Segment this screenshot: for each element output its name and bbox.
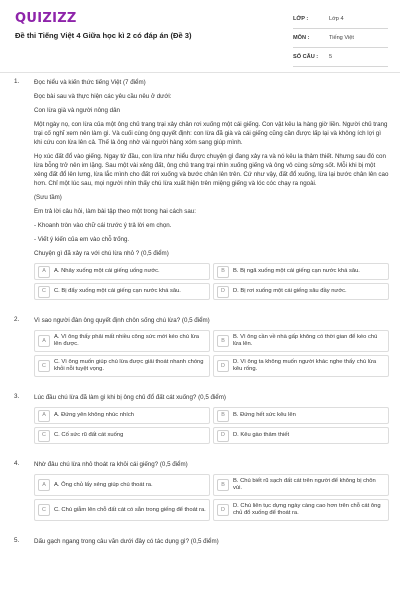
question-text: Nhờ đâu chú lừa nhỏ thoát ra khỏi cái giếng? (0,5 điểm) [34,461,188,468]
meta-key: SỐ CÂU : [293,54,319,60]
meta-key: LỚP : [293,16,309,22]
option-text: B. Bị ngã xuống một cái giếng cạn nước khá sâu. [233,268,360,274]
option-text: C. Chú giẫm lên chỗ đất cát có sẵn trong giếng để thoát ra. [54,506,206,513]
question-text: Lúc đầu chú lừa đã làm gì khi bị ông chủ đổ đất cát xuống? (0,5 điểm) [34,394,226,401]
document-title: Đề thi Tiếng Việt 4 Giữa học kì 2 có đáp án (Đề 3) [15,31,192,40]
header-divider [0,72,400,73]
meta-table [293,10,388,67]
option-text: B. Chú biết rũ sạch đất cát trên người để không bị chôn vùi. [233,478,376,491]
question-4 [0,460,400,521]
option-text: B. Vì ông cần về nhà gấp không có thời gian để kéo chú lừa lên. [233,334,378,347]
option-text: D. Chú liên tục dựng ngày càng cao hơn trên chỗ cát ông chủ đổ xuống để thoát ra. [233,503,381,516]
section-heading: Đọc hiểu và kiến thức tiếng Việt (7 điểm) [34,79,146,86]
option-letter: A [38,410,50,422]
option-text: D. Vì ông ta không muốn người khác nghe thấy chú lừa kêu rống. [233,359,377,372]
question-body [34,460,389,521]
option-letter: C [38,504,50,516]
option-c[interactable] [34,499,210,521]
question-3 [0,393,400,444]
question-number: 3. [14,393,20,400]
task-item: - Viết ý kiến của em vào chỗ trống. [34,236,130,243]
meta-value: Tiếng Việt [329,35,354,41]
answer-options [34,330,389,377]
option-b[interactable] [213,263,389,280]
meta-row-subject [293,29,388,48]
story-paragraph: Một ngày nọ, con lừa của một ông chủ trang trại xảy chân rơi xuống một cái giếng. Con vật kêu la hàng giờ liền. Người chủ trang trại cố nghĩ xem nên làm gì. Và cuối cùng ông quyết định: con lừa đã già và cái giếng cũng cần được lấp lại và không ích lợi gì khi cứu con lừa lên cả. Thế là ông nhờ vài người hàng xóm sang giúp mình. [34,121,388,146]
option-text: A. Nhảy xuống một cái giếng uống nước. [54,268,160,274]
option-c[interactable] [34,427,210,444]
meta-value: 5 [329,54,333,60]
meta-key: MÔN : [293,35,310,41]
task-text: Em trả lời câu hỏi, làm bài tập theo một trong hai cách sau: [34,208,196,215]
question-1 [0,78,400,300]
option-letter: B [217,266,229,278]
question-number: 4. [14,460,20,467]
option-letter: B [217,479,229,491]
option-text: D. Bị rơi xuống một cái giếng sâu đầy nước. [233,288,347,294]
option-letter: C [38,286,50,298]
question-number: 2. [14,316,20,323]
option-c[interactable] [34,283,210,300]
option-d[interactable] [213,283,389,300]
question-body [34,393,389,444]
option-letter: A [38,479,50,491]
answer-options [34,474,389,521]
answer-options [34,263,389,300]
option-letter: B [217,335,229,347]
meta-value: Lớp 4 [329,16,344,22]
option-text: C. Cố sức rũ đất cát xuống [54,432,124,438]
worksheet-header [0,0,400,72]
option-letter: C [38,430,50,442]
option-text: C. Vì ông muốn giúp chú lừa được giải thoát nhanh chóng khỏi nỗi tuyệt vọng. [54,359,204,372]
option-a[interactable] [34,263,210,280]
story-title: Con lừa già và người nông dân [34,107,120,114]
option-letter: D [217,504,229,516]
question-5 [0,537,400,546]
question-number: 1. [14,78,20,85]
option-d[interactable] [213,355,389,377]
option-c[interactable] [34,355,210,377]
option-letter: A [38,266,50,278]
option-a[interactable] [34,474,210,496]
option-text: A. Vì ông thấy phải mất nhiều công sức mới kéo chú lừa lên được. [54,334,199,347]
option-letter: A [38,335,50,347]
question-body [34,316,389,377]
option-letter: B [217,410,229,422]
task-item: - Khoanh tròn vào chữ cái trước ý trả lời em chọn. [34,222,172,229]
question-text: Dấu gạch ngang trong câu văn dưới đây có tác dụng gì? (0,5 điểm) [34,538,219,545]
option-letter: D [217,360,229,372]
option-letter: D [217,430,229,442]
answer-options [34,407,389,444]
question-text: Chuyện gì đã xảy ra với chú lừa nhỏ ? (0,5 điểm) [34,250,169,257]
instruction-text: Đọc bài sau và thực hiện các yêu cầu nêu ở dưới: [34,93,172,100]
option-text: B. Đứng hết sức kêu lên [233,412,296,418]
question-2 [0,316,400,377]
option-b[interactable] [213,474,389,496]
question-body [34,537,389,546]
option-letter: C [38,360,50,372]
quizizz-logo: QUIZIZZ [15,11,77,26]
meta-row-question-count [293,48,388,67]
question-number: 5. [14,537,20,544]
option-d[interactable] [213,499,389,521]
option-a[interactable] [34,330,210,352]
question-list [0,78,400,546]
question-body [34,78,389,300]
option-a[interactable] [34,407,210,424]
option-text: D. Kêu gào thảm thiết [233,432,290,438]
option-text: C. Bị đẩy xuống một cái giếng cạn nước khá sâu. [54,288,181,294]
option-b[interactable] [213,330,389,352]
option-text: A. Đứng yên không nhúc nhích [54,412,134,418]
option-b[interactable] [213,407,389,424]
option-letter: D [217,286,229,298]
meta-row-grade [293,10,388,29]
option-text: A. Ông chủ lấy xẻng giúp chú thoát ra. [54,481,153,488]
option-d[interactable] [213,427,389,444]
source-note: (Sưu tầm) [34,194,62,201]
story-paragraph: Họ xúc đất đổ vào giếng. Ngay từ đầu, con lừa như hiểu được chuyện gì đang xảy ra và nó kêu la thảm thiết. Nhưng sau đó con lừa bỗng trở nên im lặng. Sau một vài xẻng đất, ông chủ trang trại nhìn xuống giếng và ông vô cùng sửng sốt. Mỗi khi bị một xẻng đất đổ lên lưng, lừa lắc mình cho đất rơi xuống và bước chân lên trên. Cứ như vậy, đất đổ xuống, lừa lại bước chân lên cao hơn. Chỉ một lúc sau, mọi người nhìn thấy chú lừa xuất hiện trên miệng giếng và lóc cóc chạy ra ngoài. [34,153,389,187]
question-text: Vì sao người đàn ông quyết định chôn sống chú lừa? (0,5 điểm) [34,317,210,324]
